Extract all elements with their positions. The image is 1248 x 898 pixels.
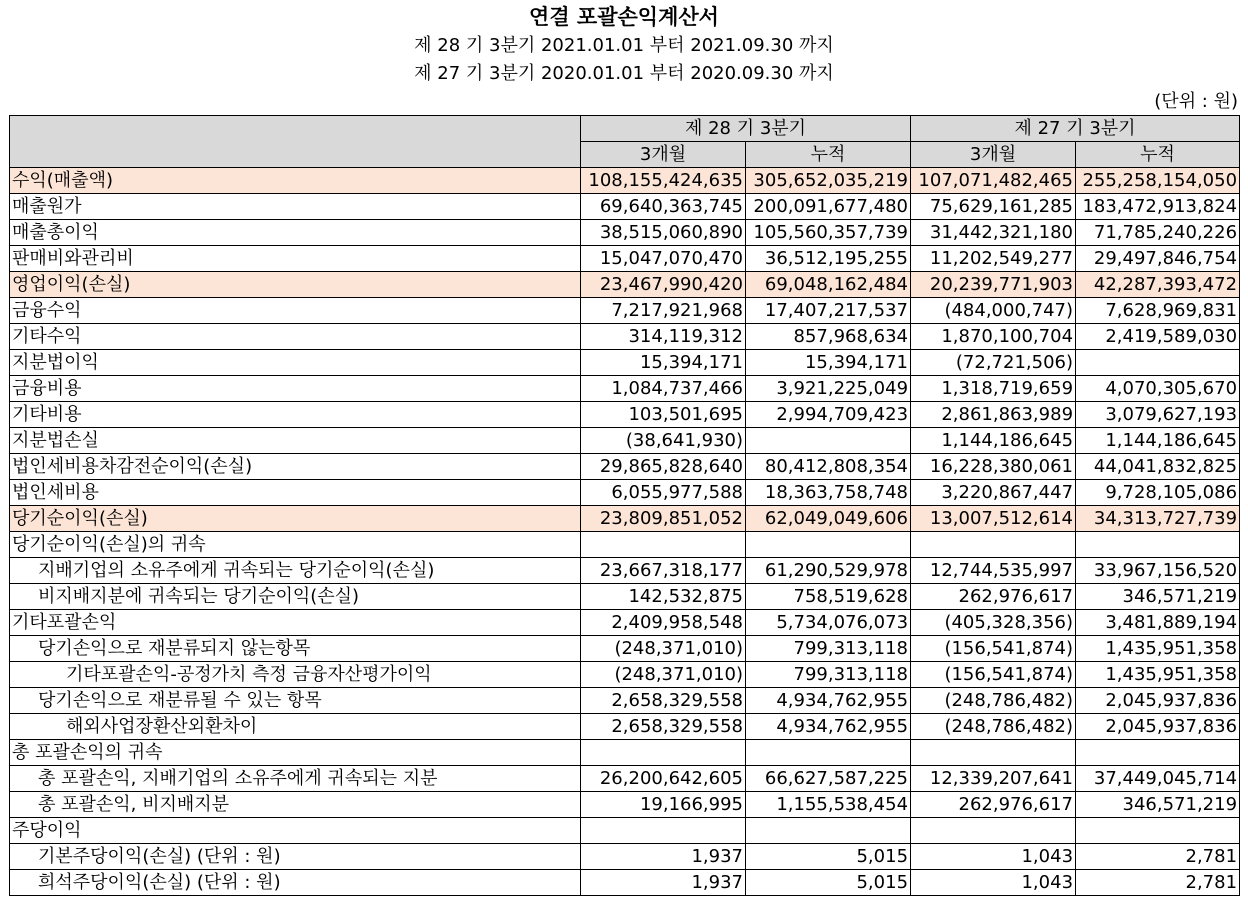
table-row: [10, 740, 1240, 766]
value-current-cumulative: 61,290,529,978: [746, 558, 911, 584]
table-row: [10, 532, 1240, 558]
table-row: [10, 870, 1240, 896]
unit-label: (단위 : 원): [1154, 91, 1238, 112]
row-label: 지배기업의 소유주에게 귀속되는 당기순이익(손실): [10, 558, 581, 584]
header-current-cumulative: 누적: [746, 142, 911, 168]
value-current-3m: 29,865,828,640: [581, 454, 746, 480]
period-prior: 제 27 기 3분기 2020.01.01 부터 2020.09.30 까지: [414, 63, 834, 84]
value-current-3m: 103,501,695: [581, 402, 746, 428]
value-prior-cumulative: 2,419,589,030: [1076, 324, 1240, 350]
value-prior-3m: [911, 740, 1076, 766]
row-label: 기타수익: [10, 324, 581, 350]
value-prior-3m: [911, 532, 1076, 558]
row-label: 지분법이익: [10, 350, 581, 376]
row-label: 주당이익: [10, 818, 581, 844]
value-current-cumulative: 799,313,118: [746, 636, 911, 662]
value-current-cumulative: 758,519,628: [746, 584, 911, 610]
value-current-3m: 19,166,995: [581, 792, 746, 818]
value-current-cumulative: 80,412,808,354: [746, 454, 911, 480]
table-row: [10, 428, 1240, 454]
value-prior-3m: (484,000,747): [911, 298, 1076, 324]
value-current-cumulative: 69,048,162,484: [746, 272, 911, 298]
value-current-cumulative: 200,091,677,480: [746, 194, 911, 220]
value-current-3m: 1,937: [581, 844, 746, 870]
value-current-3m: 23,467,990,420: [581, 272, 746, 298]
value-prior-3m: 12,744,535,997: [911, 558, 1076, 584]
table-row: [10, 636, 1240, 662]
table-row: [10, 298, 1240, 324]
value-current-cumulative: 17,407,217,537: [746, 298, 911, 324]
row-label: 금융수익: [10, 298, 581, 324]
value-prior-3m: 16,228,380,061: [911, 454, 1076, 480]
row-label: 기본주당이익(손실) (단위 : 원): [10, 844, 581, 870]
value-prior-3m: 1,144,186,645: [911, 428, 1076, 454]
value-prior-cumulative: 1,435,951,358: [1076, 636, 1240, 662]
value-prior-cumulative: [1076, 740, 1240, 766]
value-current-cumulative: [746, 532, 911, 558]
value-current-cumulative: 305,652,035,219: [746, 168, 911, 194]
table-row: [10, 454, 1240, 480]
value-prior-3m: (156,541,874): [911, 662, 1076, 688]
period-current: 제 28 기 3분기 2021.01.01 부터 2021.09.30 까지: [414, 35, 834, 56]
value-current-3m: 2,658,329,558: [581, 688, 746, 714]
row-label: 총 포괄손익, 지배기업의 소유주에게 귀속되는 지분: [10, 766, 581, 792]
value-current-cumulative: 105,560,357,739: [746, 220, 911, 246]
value-current-cumulative: 4,934,762,955: [746, 714, 911, 740]
value-current-cumulative: 4,934,762,955: [746, 688, 911, 714]
value-current-cumulative: 799,313,118: [746, 662, 911, 688]
value-current-cumulative: 2,994,709,423: [746, 402, 911, 428]
value-prior-cumulative: 33,967,156,520: [1076, 558, 1240, 584]
row-label: 비지배지분에 귀속되는 당기순이익(손실): [10, 584, 581, 610]
row-label: 영업이익(손실): [10, 272, 581, 298]
value-prior-cumulative: 3,079,627,193: [1076, 402, 1240, 428]
value-current-3m: 314,119,312: [581, 324, 746, 350]
table-row: [10, 662, 1240, 688]
row-label: 지분법손실: [10, 428, 581, 454]
row-label: 매출원가: [10, 194, 581, 220]
value-current-3m: 1,084,737,466: [581, 376, 746, 402]
row-label: 희석주당이익(손실) (단위 : 원): [10, 870, 581, 896]
value-current-3m: 23,667,318,177: [581, 558, 746, 584]
row-label: 기타포괄손익: [10, 610, 581, 636]
header-group-current: 제 28 기 3분기: [581, 116, 911, 142]
row-label: 해외사업장환산외환차이: [10, 714, 581, 740]
value-prior-cumulative: [1076, 818, 1240, 844]
value-prior-cumulative: 2,781: [1076, 844, 1240, 870]
value-current-3m: 6,055,977,588: [581, 480, 746, 506]
value-prior-3m: 107,071,482,465: [911, 168, 1076, 194]
value-prior-cumulative: 29,497,846,754: [1076, 246, 1240, 272]
value-current-cumulative: 66,627,587,225: [746, 766, 911, 792]
value-current-cumulative: 1,155,538,454: [746, 792, 911, 818]
value-current-3m: 38,515,060,890: [581, 220, 746, 246]
header-row-groups: [10, 116, 1240, 142]
value-prior-cumulative: 7,628,969,831: [1076, 298, 1240, 324]
value-prior-3m: (248,786,482): [911, 688, 1076, 714]
row-label: 총 포괄손익, 비지배지분: [10, 792, 581, 818]
header-label-cell: [10, 116, 581, 168]
value-current-3m: 7,217,921,968: [581, 298, 746, 324]
table-row: [10, 324, 1240, 350]
value-current-cumulative: 3,921,225,049: [746, 376, 911, 402]
value-prior-cumulative: 71,785,240,226: [1076, 220, 1240, 246]
value-prior-3m: (248,786,482): [911, 714, 1076, 740]
table-row: [10, 350, 1240, 376]
value-prior-cumulative: 183,472,913,824: [1076, 194, 1240, 220]
value-current-3m: [581, 818, 746, 844]
table-row: [10, 246, 1240, 272]
value-prior-3m: 12,339,207,641: [911, 766, 1076, 792]
value-current-cumulative: 5,015: [746, 870, 911, 896]
value-prior-cumulative: 34,313,727,739: [1076, 506, 1240, 532]
statement-title: 연결 포괄손익계산서: [529, 5, 719, 29]
value-prior-cumulative: [1076, 350, 1240, 376]
value-prior-cumulative: 3,481,889,194: [1076, 610, 1240, 636]
value-current-3m: 142,532,875: [581, 584, 746, 610]
value-current-cumulative: 5,734,076,073: [746, 610, 911, 636]
row-label: 기타비용: [10, 402, 581, 428]
value-current-3m: (248,371,010): [581, 662, 746, 688]
table-row: [10, 480, 1240, 506]
row-label: 법인세비용: [10, 480, 581, 506]
table-row: [10, 714, 1240, 740]
row-label: 당기순이익(손실)의 귀속: [10, 532, 581, 558]
value-prior-3m: [911, 818, 1076, 844]
row-label: 총 포괄손익의 귀속: [10, 740, 581, 766]
value-prior-cumulative: 1,144,186,645: [1076, 428, 1240, 454]
value-current-3m: 108,155,424,635: [581, 168, 746, 194]
value-prior-3m: (156,541,874): [911, 636, 1076, 662]
row-label: 당기손익으로 재분류될 수 있는 항목: [10, 688, 581, 714]
value-prior-cumulative: 2,045,937,836: [1076, 714, 1240, 740]
value-prior-3m: 13,007,512,614: [911, 506, 1076, 532]
value-current-cumulative: [746, 428, 911, 454]
income-statement-table: [9, 115, 1240, 896]
value-prior-3m: (405,328,356): [911, 610, 1076, 636]
value-prior-3m: 1,043: [911, 870, 1076, 896]
table-row: [10, 818, 1240, 844]
table-row: [10, 272, 1240, 298]
value-prior-3m: 31,442,321,180: [911, 220, 1076, 246]
value-prior-cumulative: 44,041,832,825: [1076, 454, 1240, 480]
table-row: [10, 610, 1240, 636]
value-prior-3m: 2,861,863,989: [911, 402, 1076, 428]
value-prior-3m: 262,976,617: [911, 584, 1076, 610]
table-row: [10, 558, 1240, 584]
value-current-3m: 23,809,851,052: [581, 506, 746, 532]
row-label: 금융비용: [10, 376, 581, 402]
row-label: 당기순이익(손실): [10, 506, 581, 532]
value-current-cumulative: 62,049,049,606: [746, 506, 911, 532]
value-current-cumulative: 857,968,634: [746, 324, 911, 350]
value-current-3m: 15,394,171: [581, 350, 746, 376]
table-row: [10, 194, 1240, 220]
table-row: [10, 220, 1240, 246]
table-row: [10, 766, 1240, 792]
value-current-cumulative: 18,363,758,748: [746, 480, 911, 506]
value-prior-cumulative: 9,728,105,086: [1076, 480, 1240, 506]
table-row: [10, 792, 1240, 818]
value-prior-3m: 1,870,100,704: [911, 324, 1076, 350]
value-prior-3m: 75,629,161,285: [911, 194, 1076, 220]
value-prior-cumulative: 2,781: [1076, 870, 1240, 896]
table-row: [10, 584, 1240, 610]
header-prior-3m: 3개월: [911, 142, 1076, 168]
value-current-3m: [581, 740, 746, 766]
value-prior-3m: 3,220,867,447: [911, 480, 1076, 506]
row-label: 수익(매출액): [10, 168, 581, 194]
value-current-cumulative: [746, 740, 911, 766]
value-prior-3m: 20,239,771,903: [911, 272, 1076, 298]
value-current-cumulative: 36,512,195,255: [746, 246, 911, 272]
value-prior-cumulative: 37,449,045,714: [1076, 766, 1240, 792]
row-label: 법인세비용차감전순이익(손실): [10, 454, 581, 480]
table-row: [10, 688, 1240, 714]
value-prior-cumulative: 42,287,393,472: [1076, 272, 1240, 298]
value-current-3m: 26,200,642,605: [581, 766, 746, 792]
value-current-cumulative: 15,394,171: [746, 350, 911, 376]
row-label: 기타포괄손익-공정가치 측정 금융자산평가이익: [10, 662, 581, 688]
value-prior-3m: 1,043: [911, 844, 1076, 870]
value-current-3m: 69,640,363,745: [581, 194, 746, 220]
value-prior-cumulative: 1,435,951,358: [1076, 662, 1240, 688]
value-prior-cumulative: 2,045,937,836: [1076, 688, 1240, 714]
value-current-3m: [581, 532, 746, 558]
value-prior-3m: (72,721,506): [911, 350, 1076, 376]
value-prior-3m: 11,202,549,277: [911, 246, 1076, 272]
value-current-cumulative: 5,015: [746, 844, 911, 870]
value-current-3m: 15,047,070,470: [581, 246, 746, 272]
value-prior-cumulative: [1076, 532, 1240, 558]
value-prior-cumulative: 346,571,219: [1076, 584, 1240, 610]
table-row: [10, 506, 1240, 532]
row-label: 판매비와관리비: [10, 246, 581, 272]
value-prior-3m: 1,318,719,659: [911, 376, 1076, 402]
header-prior-cumulative: 누적: [1076, 142, 1240, 168]
table-row: [10, 844, 1240, 870]
value-current-3m: 1,937: [581, 870, 746, 896]
table-row: [10, 168, 1240, 194]
header-group-prior: 제 27 기 3분기: [911, 116, 1240, 142]
value-prior-3m: 262,976,617: [911, 792, 1076, 818]
row-label: 당기손익으로 재분류되지 않는항목: [10, 636, 581, 662]
header-current-3m: 3개월: [581, 142, 746, 168]
value-current-3m: (248,371,010): [581, 636, 746, 662]
row-label: 매출총이익: [10, 220, 581, 246]
value-prior-cumulative: 4,070,305,670: [1076, 376, 1240, 402]
value-prior-cumulative: 255,258,154,050: [1076, 168, 1240, 194]
value-current-3m: 2,658,329,558: [581, 714, 746, 740]
value-current-cumulative: [746, 818, 911, 844]
value-prior-cumulative: 346,571,219: [1076, 792, 1240, 818]
value-current-3m: 2,409,958,548: [581, 610, 746, 636]
value-current-3m: (38,641,930): [581, 428, 746, 454]
table-row: [10, 376, 1240, 402]
table-row: [10, 402, 1240, 428]
